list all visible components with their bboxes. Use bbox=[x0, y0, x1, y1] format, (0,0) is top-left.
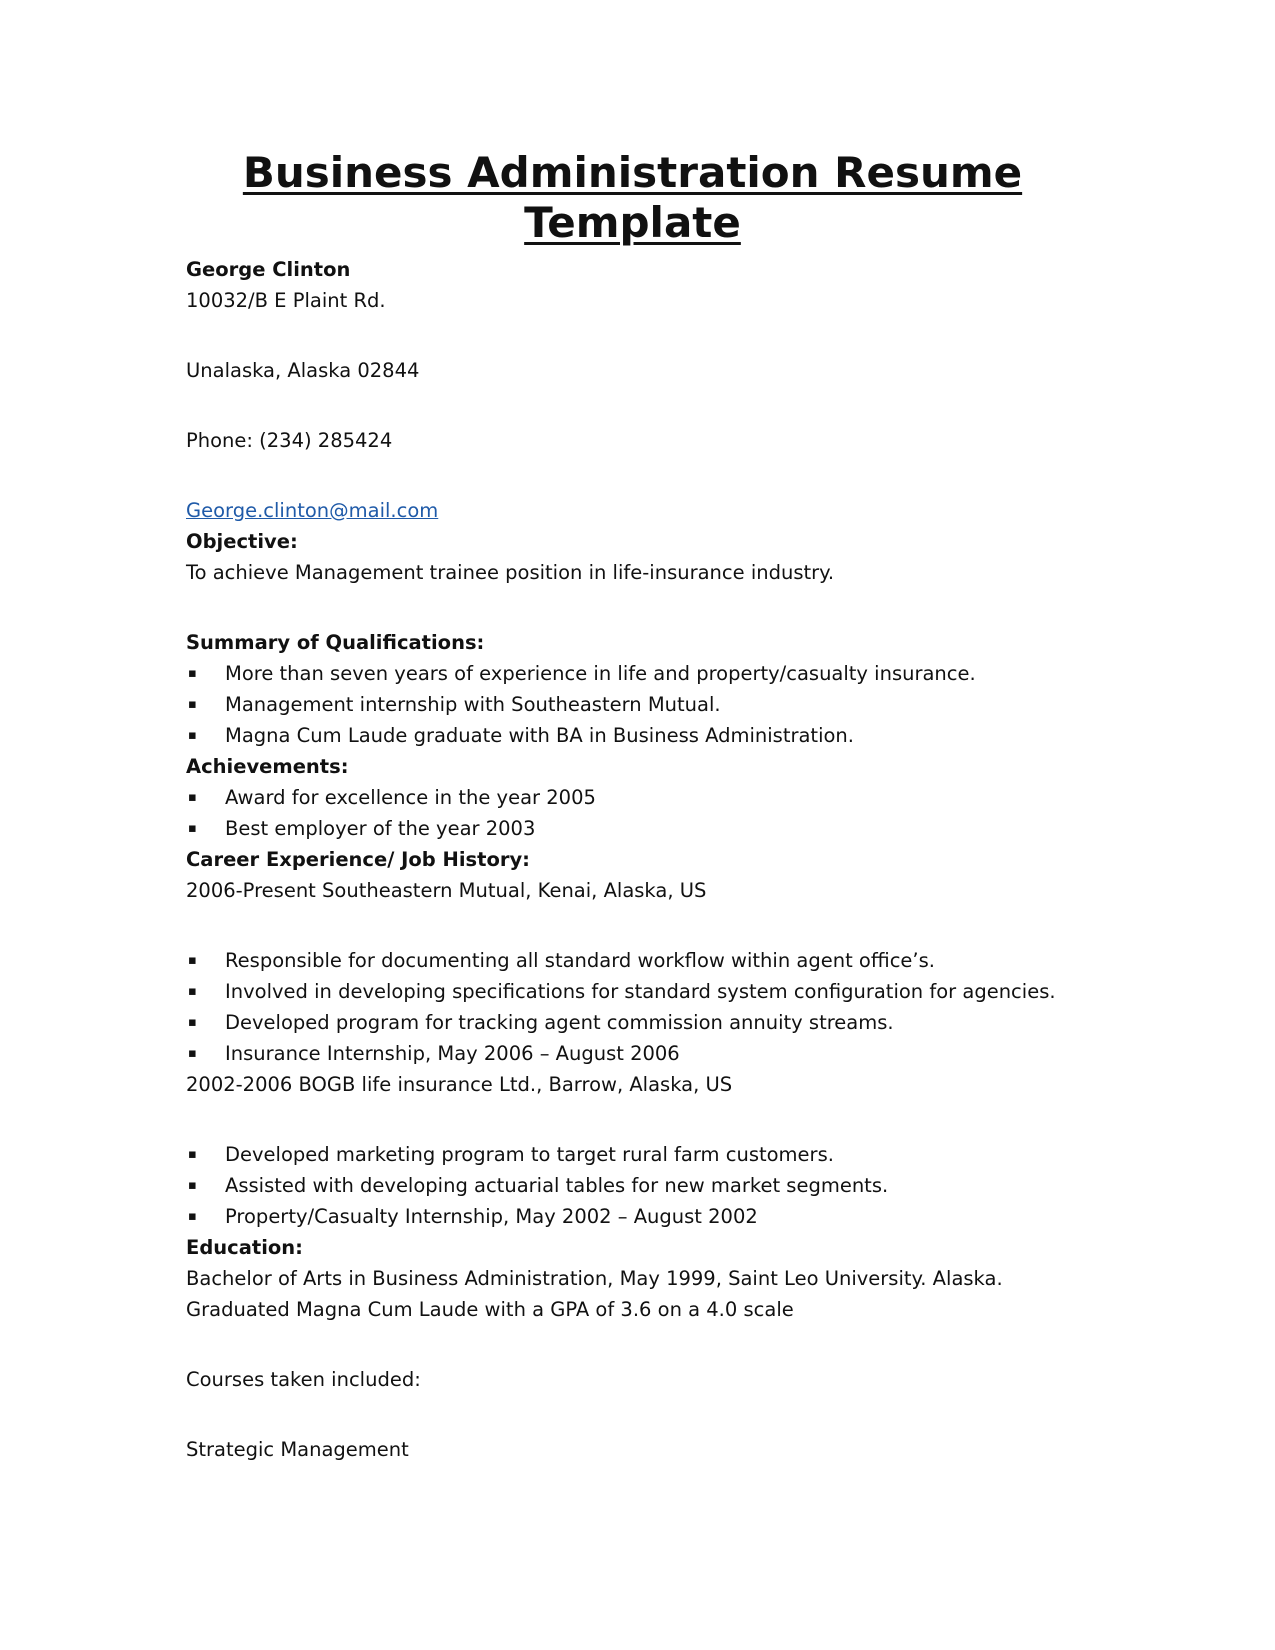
resume-body bbox=[186, 254, 1146, 1465]
bullet-icon: ▪ bbox=[188, 821, 197, 836]
bullet-icon: ▪ bbox=[188, 1147, 197, 1162]
bullet-icon: ▪ bbox=[188, 1178, 197, 1193]
list-item: ▪ Involved in developing specifications for standard system configuration for agencies. bbox=[186, 976, 1146, 1007]
bullet-icon: ▪ bbox=[188, 666, 197, 681]
job-title-1: 2006-Present Southeastern Mutual, Kenai, Alaska, US bbox=[186, 879, 707, 902]
education-gpa: Graduated Magna Cum Laude with a GPA of 3.6 on a 4.0 scale bbox=[186, 1298, 794, 1321]
achievements-heading: Achievements: bbox=[186, 755, 349, 778]
list-item: ▪ Insurance Internship, May 2006 – August 2006 bbox=[186, 1038, 1146, 1069]
list-item: ▪ Property/Casualty Internship, May 2002 – August 2002 bbox=[186, 1201, 1146, 1232]
contact-email-link[interactable]: George.clinton@mail.com bbox=[186, 499, 439, 522]
contact-name: George Clinton bbox=[186, 258, 351, 281]
bullet-icon: ▪ bbox=[188, 1046, 197, 1061]
education-heading: Education: bbox=[186, 1236, 303, 1259]
career-heading: Career Experience/ Job History: bbox=[186, 848, 530, 871]
list-item: ▪ Award for excellence in the year 2005 bbox=[186, 782, 1146, 813]
bullet-icon: ▪ bbox=[188, 953, 197, 968]
list-item: ▪ Responsible for documenting all standard workflow within agent office’s. bbox=[186, 945, 1146, 976]
course-item: Strategic Management bbox=[186, 1438, 409, 1461]
objective-text: To achieve Management trainee position in life-insurance industry. bbox=[186, 561, 835, 584]
contact-phone: Phone: (234) 285424 bbox=[186, 429, 393, 452]
title-line-1: Business Administration Resume bbox=[242, 148, 1023, 197]
bullet-icon: ▪ bbox=[188, 697, 197, 712]
courses-label: Courses taken included: bbox=[186, 1368, 421, 1391]
bullet-icon: ▪ bbox=[188, 1209, 197, 1224]
list-item: ▪ Management internship with Southeastern Mutual. bbox=[186, 689, 1146, 720]
summary-heading: Summary of Qualifications: bbox=[186, 631, 485, 654]
bullet-icon: ▪ bbox=[188, 728, 197, 743]
title-line-2: Template bbox=[524, 198, 741, 247]
education-degree: Bachelor of Arts in Business Administration, May 1999, Saint Leo University. Alaska. bbox=[186, 1267, 1003, 1290]
bullet-icon: ▪ bbox=[188, 1015, 197, 1030]
list-item: ▪ Developed marketing program to target rural farm customers. bbox=[186, 1139, 1146, 1170]
contact-address-line-2: Unalaska, Alaska 02844 bbox=[186, 359, 420, 382]
bullet-icon: ▪ bbox=[188, 790, 197, 805]
list-item: ▪ Magna Cum Laude graduate with BA in Business Administration. bbox=[186, 720, 1146, 751]
list-item: ▪ Best employer of the year 2003 bbox=[186, 813, 1146, 844]
contact-address-line-1: 10032/B E Plaint Rd. bbox=[186, 289, 386, 312]
list-item: ▪ Assisted with developing actuarial tables for new market segments. bbox=[186, 1170, 1146, 1201]
page-title bbox=[150, 148, 1115, 248]
list-item: ▪ Developed program for tracking agent commission annuity streams. bbox=[186, 1007, 1146, 1038]
objective-heading: Objective: bbox=[186, 530, 298, 553]
job-title-2: 2002-2006 BOGB life insurance Ltd., Barrow, Alaska, US bbox=[186, 1073, 733, 1096]
list-item: ▪ More than seven years of experience in life and property/casualty insurance. bbox=[186, 658, 1146, 689]
bullet-icon: ▪ bbox=[188, 984, 197, 999]
